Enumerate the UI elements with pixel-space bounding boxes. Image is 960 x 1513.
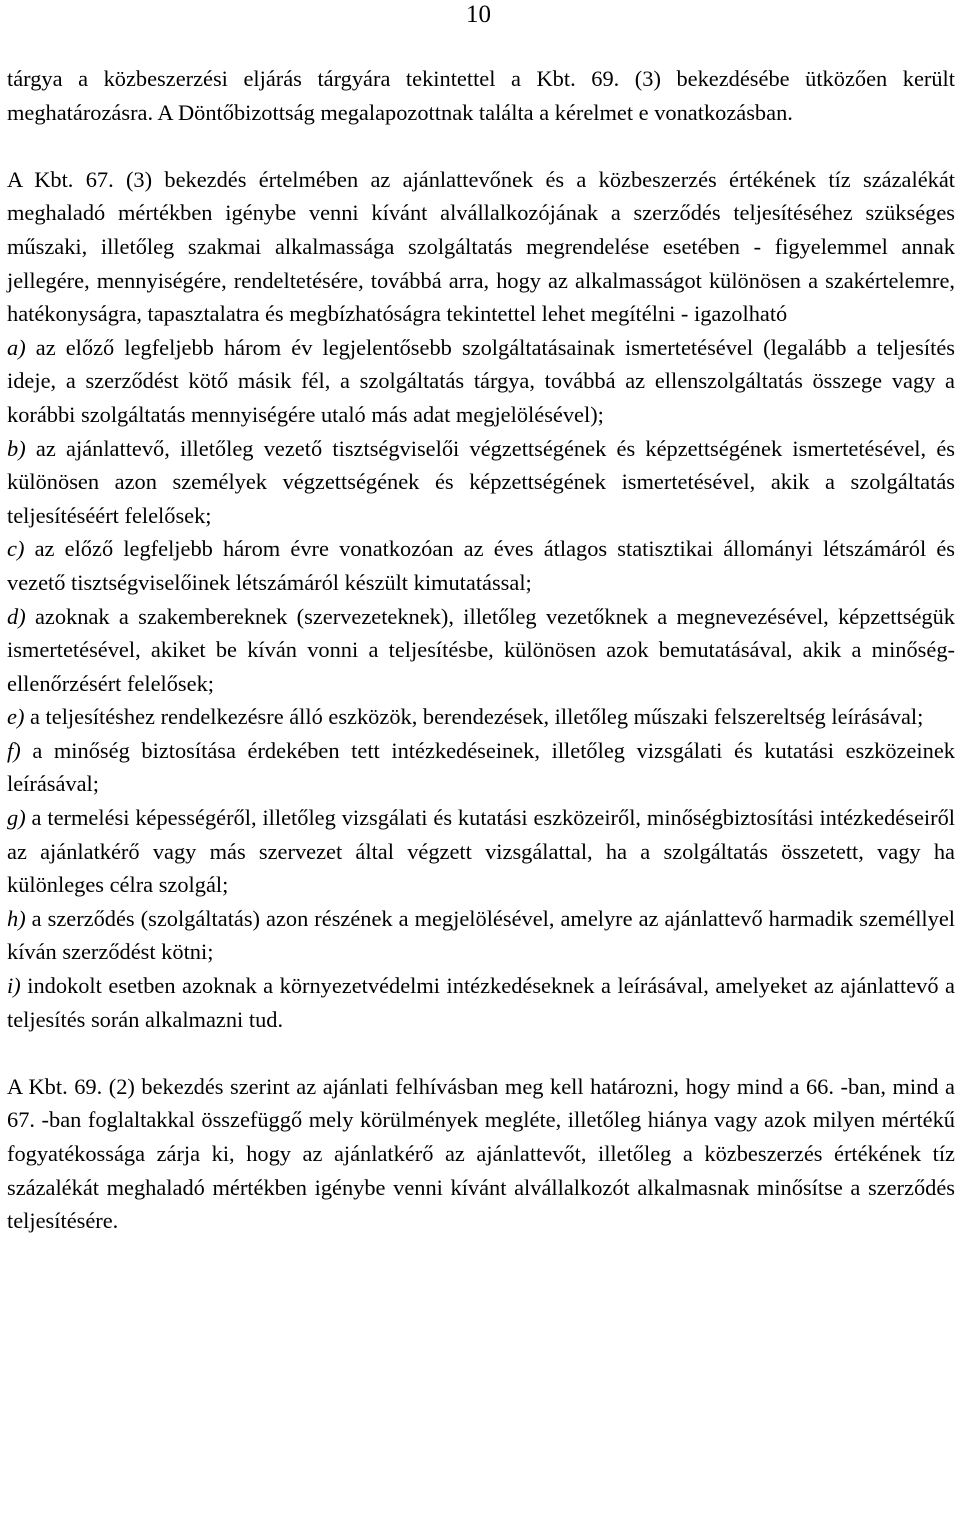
item-text: a teljesítéshez rendelkezésre álló eszközök, berendezések, illetőleg műszaki felszereltség leírásával; xyxy=(30,704,924,730)
item-text: indokolt esetben azoknak a környezetvédelmi intézkedéseknek a leírásával, amelyeket az ajánlattevő a teljesítés során alkalmazni tud. xyxy=(7,973,955,1032)
item-letter: b) xyxy=(7,435,26,461)
item-letter: e) xyxy=(7,704,25,730)
item-letter: c) xyxy=(7,536,25,562)
paragraph-kbt-67: A Kbt. 67. (3) bekezdés értelmében az ajánlattevőnek és a közbeszerzés értékének tíz százalékát meghaladó mértékben igénybe venni kívánt alvállalkozójának a szerződés teljesítéséhez szükséges műszaki, illetőleg szakmai alkalmassága szolgáltatás megrendelése esetében - figyelemmel annak jellegére, mennyiségére, rendeltetésére, továbbá arra, hogy az alkalmasságot különösen a szakértelemre, hatékonyságra, tapasztalatra és megbízhatóságra tekintettel lehet megítélni - igazolható xyxy=(7,166,955,327)
list-item xyxy=(7,801,955,902)
item-text: a szerződés (szolgáltatás) azon részének a megjelölésével, amelyre az ajánlattevő harmadik személlyel kíván szerződést kötni; xyxy=(7,905,955,965)
item-letter: g) xyxy=(7,805,26,831)
item-letter: d) xyxy=(7,603,26,629)
item-letter: f) xyxy=(7,737,21,763)
item-letter: i) xyxy=(7,973,21,999)
item-letter: h) xyxy=(7,905,26,931)
list-item xyxy=(7,331,955,432)
list-item xyxy=(7,969,955,1036)
item-text: azoknak a szakembereknek (szervezeteknek), illetőleg vezetőknek a megnevezésével, képzettségük ismertetésével, akiket be kíván vonni a teljesítésbe, különösen azok bemutatásával, akik a minőség-ellenőrzésért felelősek; xyxy=(7,603,955,696)
list-item xyxy=(7,902,955,969)
list-item xyxy=(7,532,955,599)
item-text: a minőség biztosítása érdekében tett intézkedéseinek, illetőleg vizsgálati és kutatási eszközeinek leírásával; xyxy=(7,737,955,797)
item-text: az előző legfeljebb három évre vonatkozóan az éves átlagos statisztikai állományi létszámáról és vezető tisztségviselőinek létszámáról készült kimutatással; xyxy=(7,536,955,595)
list-item xyxy=(7,600,955,701)
paragraph-intro: tárgya a közbeszerzési eljárás tárgyára tekintettel a Kbt. 69. (3) bekezdésébe ütközően került meghatározásra. A Döntőbizottság megalapozottnak találta a kérelmet e vonatkozásban. xyxy=(7,66,955,125)
list-item xyxy=(7,432,955,533)
item-text: az ajánlattevő, illetőleg vezető tisztségviselői végzettségének és képzettségének ismertetésével, és különösen azon személyek végzettségének és képzettségének ismertetésével, akik a szolgáltatás teljesítéséért felelősek; xyxy=(7,435,955,528)
page-number: 10 xyxy=(466,1,491,28)
item-letter: a) xyxy=(7,334,26,360)
paragraph-kbt-69: A Kbt. 69. (2) bekezdés szerint az ajánlati felhívásban meg kell határozni, hogy mind a 66. -ban, mind a 67. -ban foglaltakkal összefüggő mely körülmények megléte, illetőleg hiánya vagy azok milyen mértékű fogyatékossága zárja ki, hogy az ajánlatkérő az ajánlattevőt, illetőleg a közbeszerzés értékének tíz százalékát meghaladó mértékben igénybe venni kívánt alvállalkozót alkalmasnak minősítse a szerződés teljesítésére. xyxy=(7,1073,955,1234)
item-text: a termelési képességéről, illetőleg vizsgálati és kutatási eszközeiről, minőségbiztosítási intézkedéseiről az ajánlatkérő vagy más szervezet által végzett vizsgálattal, ha a szolgáltatás összetett, vagy ha különleges célra szolgál; xyxy=(7,805,955,898)
list-item xyxy=(7,700,955,734)
item-text: az előző legfeljebb három év legjelentősebb szolgáltatásainak ismertetésével (legalább a teljesítés ideje, a szerződést kötő másik fél, a szolgáltatás tárgya, továbbá az ellenszolgáltatás összege vagy a korábbi szolgáltatás mennyiségére utaló más adat megjelölésével); xyxy=(7,334,955,427)
list-item xyxy=(7,734,955,801)
document-body xyxy=(7,62,955,1238)
